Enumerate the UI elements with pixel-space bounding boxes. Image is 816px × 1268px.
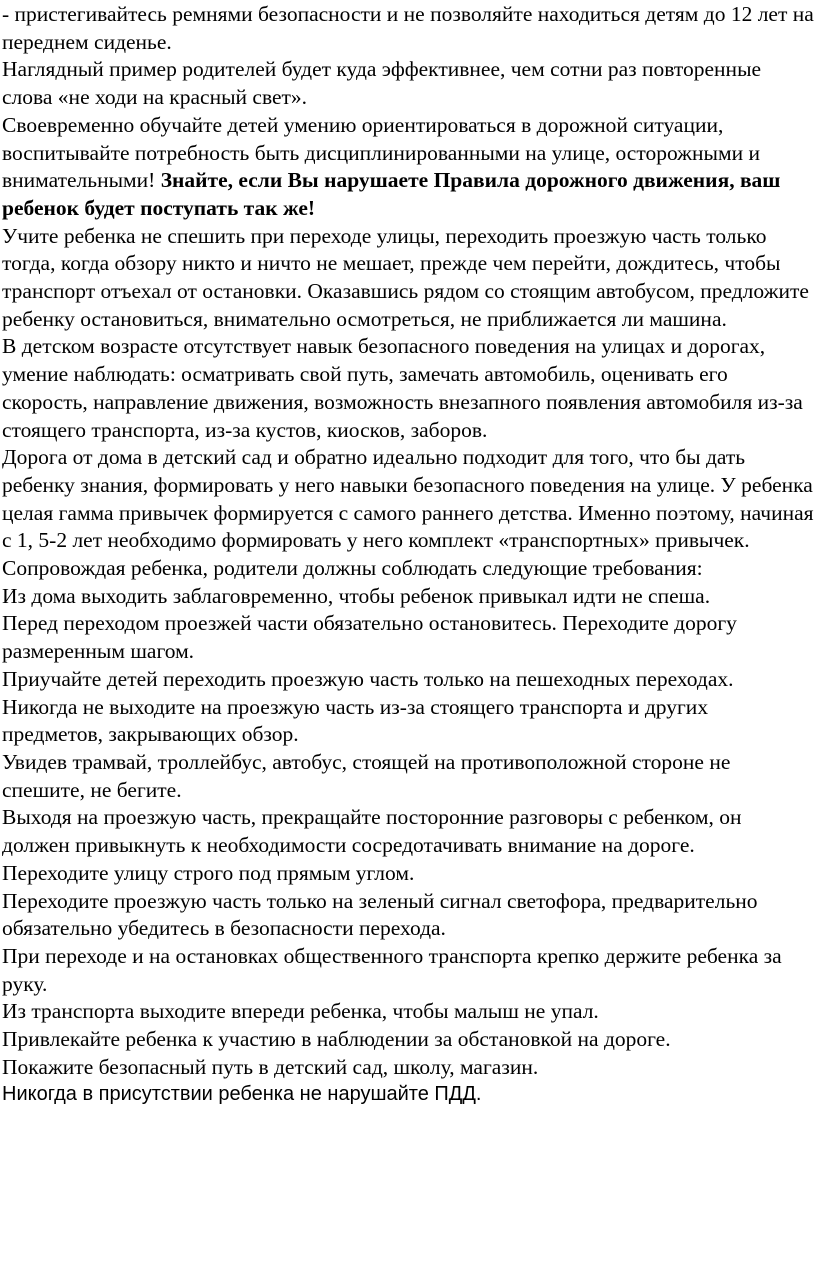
list-item-text: Никогда не выходите на проезжую часть из-за стоящего транспорта и других предметов, закрывающих обзор. bbox=[2, 694, 709, 747]
paragraph-text: Учите ребенка не спешить при переходе улицы, переходить проезжую часть только тогда, когда обзору никто и ничто не мешает, прежде чем перейти, дождитесь, чтобы транспорт отъехал от остановки. Оказавшись рядом со стоящим автобусом, предложите ребенку остановиться, внимательно осмотреться, не приближается ли машина. bbox=[2, 223, 809, 331]
list-item-text: При переходе и на остановках общественного транспорта крепко держите ребенка за руку. bbox=[2, 943, 782, 996]
list-item-text: Привлекайте ребенка к участию в наблюдении за обстановкой на дороге. bbox=[2, 1027, 671, 1052]
paragraph-requirements-intro bbox=[2, 555, 814, 583]
list-item bbox=[2, 1026, 814, 1054]
list-item-text: Выходя на проезжую часть, прекращайте посторонние разговоры с ребенком, он должен привыкнуть к необходимости сосредотачивать внимание на дороге. bbox=[2, 805, 742, 858]
list-item-text: Переходите проезжую часть только на зеленый сигнал светофора, предварительно обязательно убедитесь в безопасности перехода. bbox=[2, 888, 758, 941]
list-item bbox=[2, 666, 814, 694]
paragraph-text: Своевременно обучайте детей умению ориентироваться в дорожной ситуации, воспитывайте потребность быть дисциплинированными на улице, осторожными и внимательными! bbox=[2, 112, 760, 193]
paragraph-childhood-skills bbox=[2, 333, 814, 444]
paragraph-parent-example bbox=[2, 56, 814, 111]
list-item bbox=[2, 804, 814, 859]
paragraph-text: - пристегивайтесь ремнями безопасности и не позволяйте находиться детям до 12 лет на переднем сиденье. bbox=[2, 2, 814, 54]
paragraph-bold-warning: Знайте, если Вы нарушаете Правила дорожного движения, ваш ребенок будет поступать так же! bbox=[2, 168, 781, 220]
list-item bbox=[2, 610, 814, 665]
list-item bbox=[2, 694, 814, 749]
list-item bbox=[2, 860, 814, 888]
list-item bbox=[2, 888, 814, 943]
list-item-final bbox=[2, 1081, 814, 1109]
list-item bbox=[2, 749, 814, 804]
list-item-text: Перед переходом проезжей части обязательно остановитесь. Переходите дорогу размеренным шагом. bbox=[2, 611, 737, 664]
paragraph-text: Наглядный пример родителей будет куда эффективнее, чем сотни раз повторенные слова «не ходи на красный свет». bbox=[2, 57, 762, 110]
paragraph-seatbelt bbox=[2, 1, 814, 56]
paragraph-road-to-kindergarten bbox=[2, 444, 814, 555]
list-item bbox=[2, 998, 814, 1026]
paragraph-crossing-street bbox=[2, 223, 814, 334]
list-item-text: Приучайте детей переходить проезжую часть только на пешеходных переходах. bbox=[2, 666, 734, 691]
list-item bbox=[2, 1054, 814, 1082]
document-page bbox=[2, 1, 814, 1109]
paragraph-text: В детском возрасте отсутствует навык безопасного поведения на улицах и дорогах, умение наблюдать: осматривать свой путь, замечать автомобиль, оценивать его скорость, направление движения, возможность внезапного появления автомобиля из-за стоящего транспорта, из-за кустов, киосков, заборов. bbox=[2, 334, 803, 442]
list-item-text: Увидев трамвай, троллейбус, автобус, стоящей на противоположной стороне не спешите, не бегите. bbox=[2, 749, 731, 802]
paragraph-teach-orientation bbox=[2, 112, 814, 223]
list-item-text: Из дома выходить заблаговременно, чтобы ребенок привыкал идти не спеша. bbox=[2, 583, 711, 608]
list-item-text: Никогда в присутствии ребенка не нарушайте ПДД. bbox=[2, 1083, 482, 1106]
paragraph-text: Сопровождая ребенка, родители должны соблюдать следующие требования: bbox=[2, 556, 703, 581]
list-item-text: Переходите улицу строго под прямым углом. bbox=[2, 860, 415, 885]
list-item-text: Покажите безопасный путь в детский сад, школу, магазин. bbox=[2, 1054, 539, 1079]
paragraph-text: Дорога от дома в детский сад и обратно идеально подходит для того, что бы дать ребенку знания, формировать у него навыки безопасного поведения на улице. У ребенка целая гамма привычек формируется с самого раннего детства. Именно поэтому, начиная с 1, 5-2 лет необходимо формировать у него комплект «транспортных» привычек. bbox=[2, 445, 814, 553]
list-item bbox=[2, 583, 814, 611]
list-item-text: Из транспорта выходите впереди ребенка, чтобы малыш не упал. bbox=[2, 999, 599, 1024]
list-item bbox=[2, 943, 814, 998]
